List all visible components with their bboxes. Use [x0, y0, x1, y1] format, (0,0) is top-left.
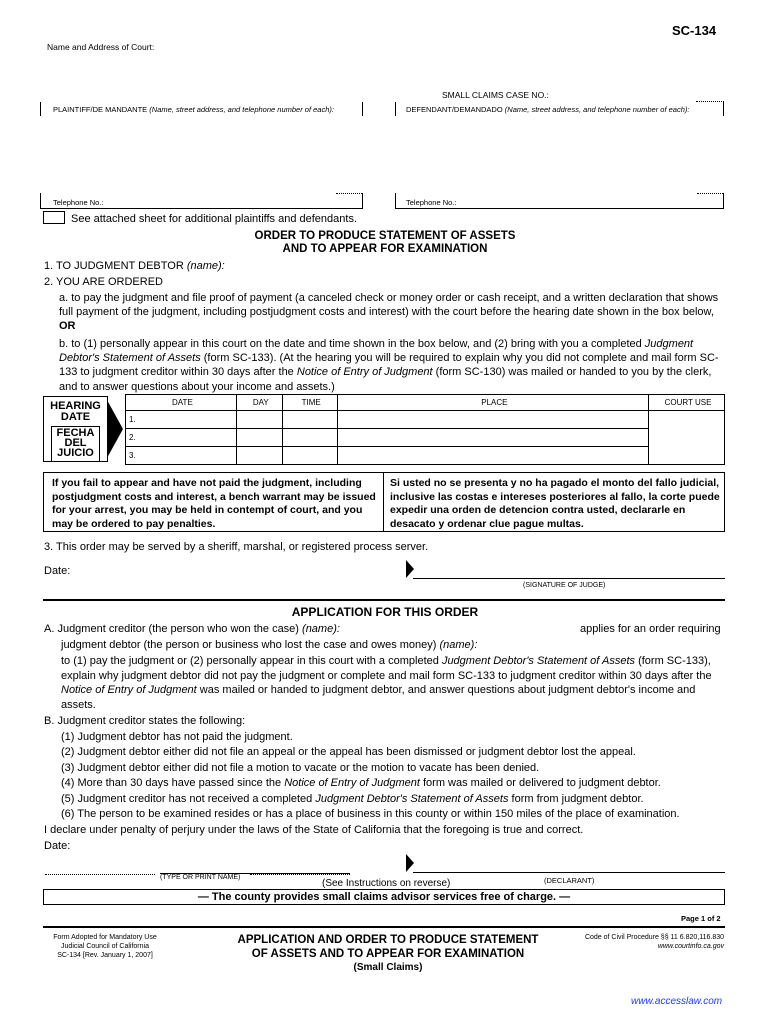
warning-box	[43, 472, 725, 532]
court-label: Name and Address of Court:	[47, 42, 155, 52]
plaintiff-phone-label: Telephone No.:	[53, 198, 104, 207]
section-b-heading: B. Judgment creditor states the following:	[44, 715, 246, 727]
attached-sheet-checkbox[interactable]	[43, 211, 65, 224]
advisor-notice: — The county provides small claims advisor services free of charge. —	[197, 891, 571, 903]
see-instructions: (See Instructions on reverse)	[322, 878, 451, 889]
defendant-label: DEFENDANT/DEMANDADO (Name, street address, and telephone number of each):	[406, 105, 690, 114]
section-b-item: (3) Judgment debtor either did not file a motion to vacate or the motion to vacate has been denied.	[61, 762, 540, 774]
type-or-print-name-label: (TYPE OR PRINT NAME)	[160, 874, 241, 881]
case-no-label: SMALL CLAIMS CASE NO.:	[442, 90, 549, 100]
header-date: DATE	[126, 395, 237, 411]
header-place: PLACE	[337, 395, 648, 411]
hearing-date-label: HEARING DATE	[50, 400, 101, 423]
item-2a-pay-judgment: a. to pay the judgment and file proof of payment (a canceled check or money order or cash receipt, and a written declaration that shows full payment of the judgment, including postjudgment costs and interest) with the court before the hearing date shown in the box below, OR	[59, 292, 719, 333]
hearing-table	[125, 394, 725, 465]
sign-arrow-icon	[406, 854, 414, 872]
hearing-arrow-icon	[107, 400, 123, 458]
sign-arrow-icon	[406, 560, 414, 578]
section-a-line1: A. Judgment creditor (the person who won the case) (name):	[44, 623, 340, 635]
order-date-label: Date:	[44, 565, 71, 577]
order-title: ORDER TO PRODUCE STATEMENT OF ASSETS AND TO APPEAR FOR EXAMINATION	[254, 230, 516, 255]
item-2b-appear: b. to (1) personally appear in this court on the date and time shown in the box below, and (2) bring with you a completed Judgment Debtor's Statement of Assets (form SC-133). (At the hearing you will be required to explain why you did not complete and mail form SC-133 to judgment creditor within 30 days after the Notice of Entry of Judgment (form SC-130) was mailed or handed to you by the clerk, and to answer questions about your income and assets.)	[59, 338, 719, 393]
declarant-signature-line[interactable]	[413, 872, 725, 873]
warning-english: If you fail to appear and have not paid the judgment, including postjudgment costs and interest, a bench warrant may be issued for your arrest, you may be held in contempt of court, and you may be ordered to pay penalties.	[52, 477, 376, 530]
footer-subtitle: (Small Claims)	[353, 962, 423, 973]
hearing-row[interactable]: 3.	[126, 447, 725, 465]
section-divider	[43, 599, 725, 601]
header-court-use: COURT USE	[649, 395, 725, 411]
header-day: DAY	[236, 395, 282, 411]
footer-right: Code of Civil Procedure §§ 11 6.820,116.830 www.courtinfo.ca.gov	[584, 934, 724, 950]
footer-title: APPLICATION AND ORDER TO PRODUCE STATEMENT OF ASSETS AND TO APPEAR FOR EXAMINATION	[237, 934, 539, 960]
section-a-applies: applies for an order requiring	[580, 623, 721, 635]
section-b-item: (5) Judgment creditor has not received a completed Judgment Debtor's Statement of Assets form from judgment debtor.	[61, 793, 644, 805]
signature-of-judge-label: (SIGNATURE OF JUDGE)	[523, 582, 606, 589]
item-2-you-are-ordered: 2. YOU ARE ORDERED	[44, 276, 163, 288]
declaration-text: I declare under penalty of perjury under the laws of the State of California that the foregoing is true and correct.	[44, 824, 584, 836]
item-1-judgment-debtor: 1. TO JUDGMENT DEBTOR (name):	[44, 260, 225, 272]
fecha-del-juicio-label: FECHA DEL JUICIO	[56, 427, 95, 459]
hearing-row[interactable]: 2.	[126, 429, 725, 447]
form-number: SC-134	[672, 23, 717, 38]
item-3-service: 3. This order may be served by a sheriff, marshal, or registered process server.	[44, 541, 429, 553]
hearing-row[interactable]: 1.	[126, 411, 725, 429]
section-b-item: (2) Judgment debtor either did not file an appeal or the appeal has been dismissed or judgment debtor lost the appeal.	[61, 746, 636, 758]
watermark-link[interactable]: www.accesslaw.com	[631, 996, 723, 1007]
advisor-notice-box	[43, 889, 725, 905]
attached-sheet-label: See attached sheet for additional plaintiffs and defendants.	[71, 213, 358, 225]
application-date-label: Date:	[44, 840, 71, 852]
section-a-paragraph: to (1) pay the judgment or (2) personally appear in this court with a completed Judgment Debtor's Statement of Assets (form SC-133), explain why judgment debtor did not pay the judgment or complete and mail form SC-133 to judgment creditor within 30 days after the Notice of Entry of Judgment was mailed or handed to judgment debtor, and answer questions about judgment debtor's income and assets.	[61, 655, 712, 711]
header-time: TIME	[282, 395, 337, 411]
footer-left: Form Adopted for Mandatory Use Judicial Council of California SC-134 [Rev. January 1, 2007]	[53, 934, 157, 959]
printed-name-line[interactable]	[160, 873, 350, 874]
declarant-label: (DECLARANT)	[544, 876, 595, 885]
plaintiff-label: PLAINTIFF/DE MANDANTE (Name, street address, and telephone number of each):	[53, 105, 334, 114]
defendant-phone-label: Telephone No.:	[406, 198, 457, 207]
page-number: Page 1 of 2	[681, 914, 721, 923]
footer-divider	[43, 926, 725, 928]
hearing-label-box	[43, 396, 108, 462]
judge-signature-line[interactable]	[413, 578, 725, 579]
section-b-item: (1) Judgment debtor has not paid the judgment.	[61, 731, 293, 743]
section-a-line2: judgment debtor (the person or business who lost the case and owes money) (name):	[61, 639, 478, 651]
warning-spanish: Si usted no se presenta y no ha pagado el monto del fallo judicial, inclusive las costas e intereses posteriores al fallo, la corte puede expedir una orden de detencion contra usted, declararle en desacato y ordenar clue pague multas.	[390, 477, 720, 530]
section-b-item: (6) The person to be examined resides or has a place of business in this county or within 150 miles of the place of examination.	[61, 808, 680, 820]
section-b-item: (4) More than 30 days have passed since the Notice of Entry of Judgment form was mailed or delivered to judgment debtor.	[61, 777, 661, 789]
application-title: APPLICATION FOR THIS ORDER	[291, 605, 479, 619]
